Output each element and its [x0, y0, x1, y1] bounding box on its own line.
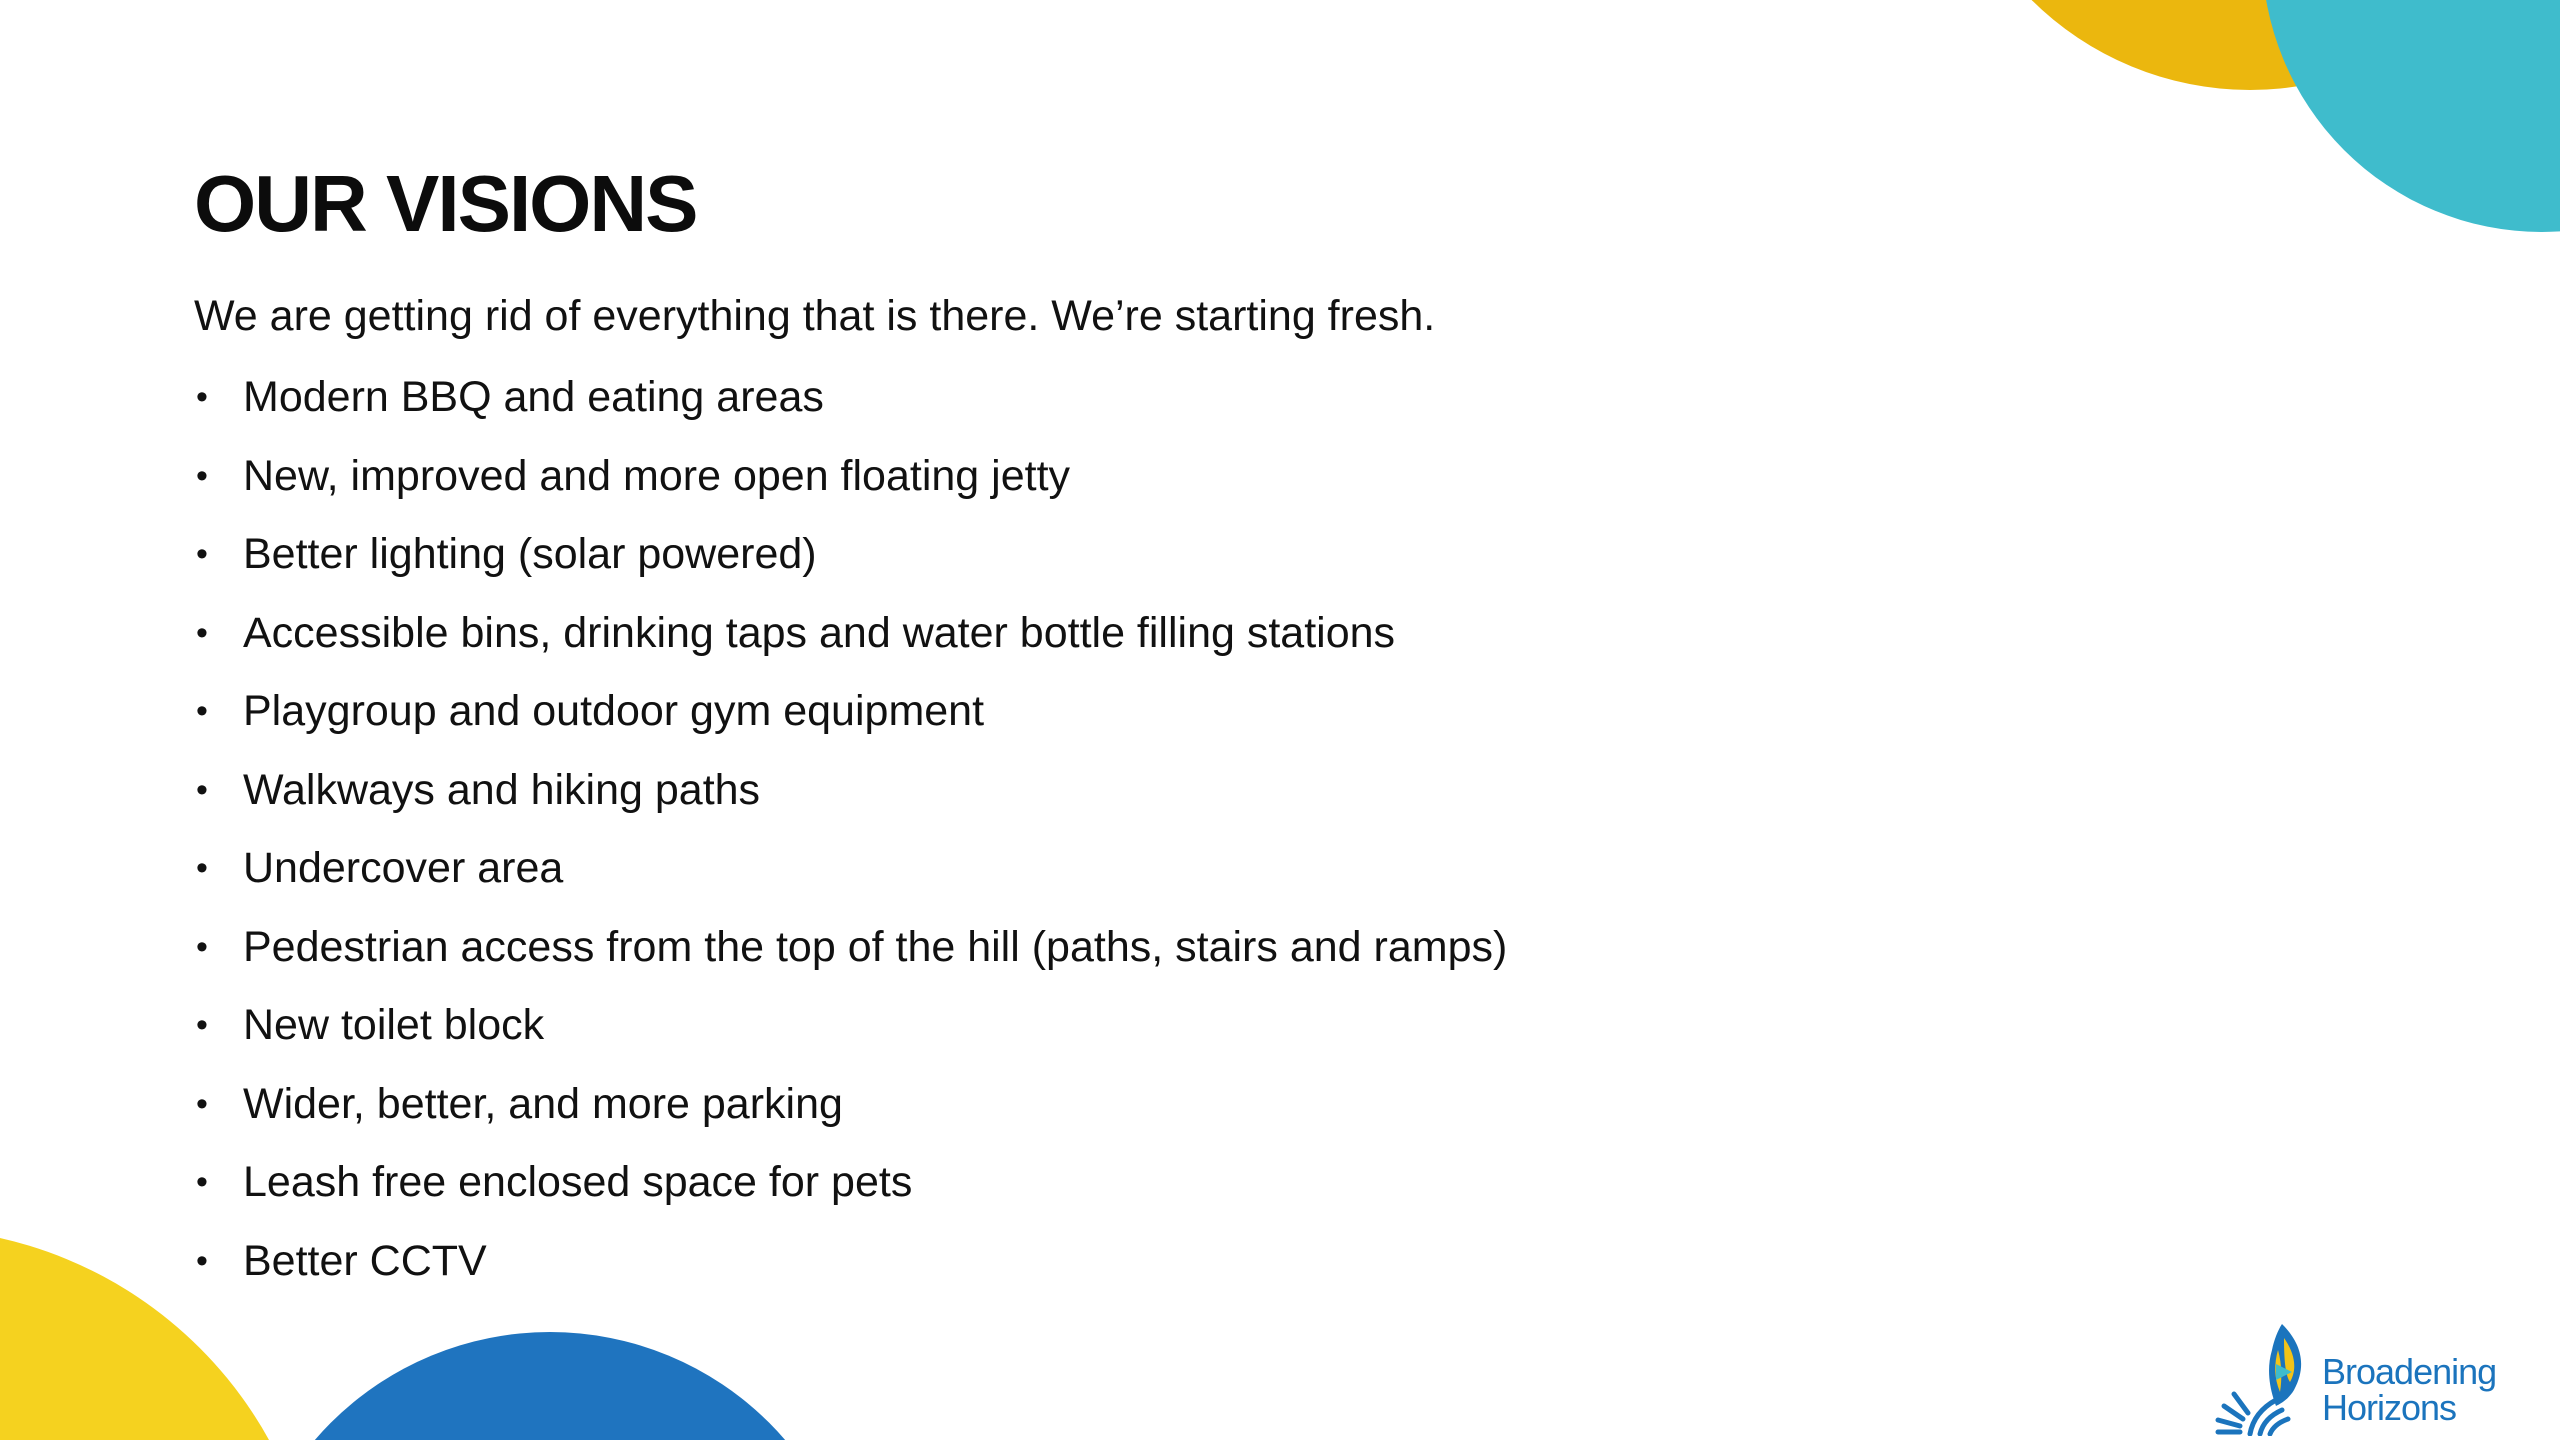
decorative-blue-circle-bottom: [240, 1332, 860, 1440]
list-item: [194, 992, 1507, 1071]
bullet-icon: •: [196, 1006, 208, 1044]
bullet-icon: •: [196, 692, 208, 730]
list-item: [194, 1228, 1507, 1307]
intro-text: We are getting rid of everything that is there. We’re starting fresh.: [194, 292, 1436, 340]
bullet-icon: •: [196, 1241, 208, 1280]
bullet-icon: •: [196, 927, 208, 966]
bullet-icon: •: [196, 1084, 208, 1123]
list-item-text: Wider, better, and more parking: [243, 1079, 843, 1128]
logo-text-line1: Broadening: [2322, 1351, 2497, 1392]
list-item-text: Better lighting (solar powered): [243, 530, 817, 578]
logo-text-line2: Horizons: [2322, 1387, 2457, 1428]
list-item-text: New toilet block: [243, 1001, 545, 1049]
list-item: [194, 914, 1507, 993]
decorative-teal-circle-top: [2262, 0, 2560, 232]
bullet-icon: •: [196, 1163, 208, 1201]
list-item-text: New, improved and more open floating jetty: [243, 451, 1071, 500]
list-item-text: Leash free enclosed space for pets: [243, 1158, 913, 1206]
list-item-text: Undercover area: [243, 844, 564, 892]
bullet-icon: •: [196, 535, 208, 573]
list-item-text: Walkways and hiking paths: [243, 765, 761, 814]
list-item: [194, 678, 1507, 757]
list-item-text: Accessible bins, drinking taps and water bottle filling stations: [243, 608, 1396, 657]
bullet-icon: •: [196, 378, 208, 416]
list-item: [194, 1149, 1507, 1228]
bullet-icon: •: [196, 770, 208, 809]
broadening-horizons-logo-icon: [2210, 1320, 2320, 1436]
list-item: [194, 1071, 1507, 1150]
bullet-icon: •: [196, 456, 208, 495]
broadening-horizons-logo: [2210, 1320, 2530, 1436]
list-item: [194, 835, 1507, 914]
list-item-text: Playgroup and outdoor gym equipment: [243, 687, 985, 735]
list-item: [194, 364, 1507, 443]
bullet-icon: •: [196, 849, 208, 887]
list-item-text: Modern BBQ and eating areas: [243, 373, 824, 421]
list-item: [194, 757, 1507, 836]
slide-title: OUR VISIONS: [194, 159, 697, 248]
list-item: [194, 600, 1507, 679]
list-item: [194, 521, 1507, 600]
list-item: [194, 443, 1507, 522]
bullet-icon: •: [196, 613, 208, 652]
list-item-text: Pedestrian access from the top of the hill (paths, stairs and ramps): [243, 922, 1508, 971]
list-item-text: Better CCTV: [243, 1236, 487, 1285]
vision-list: [194, 364, 1507, 1306]
